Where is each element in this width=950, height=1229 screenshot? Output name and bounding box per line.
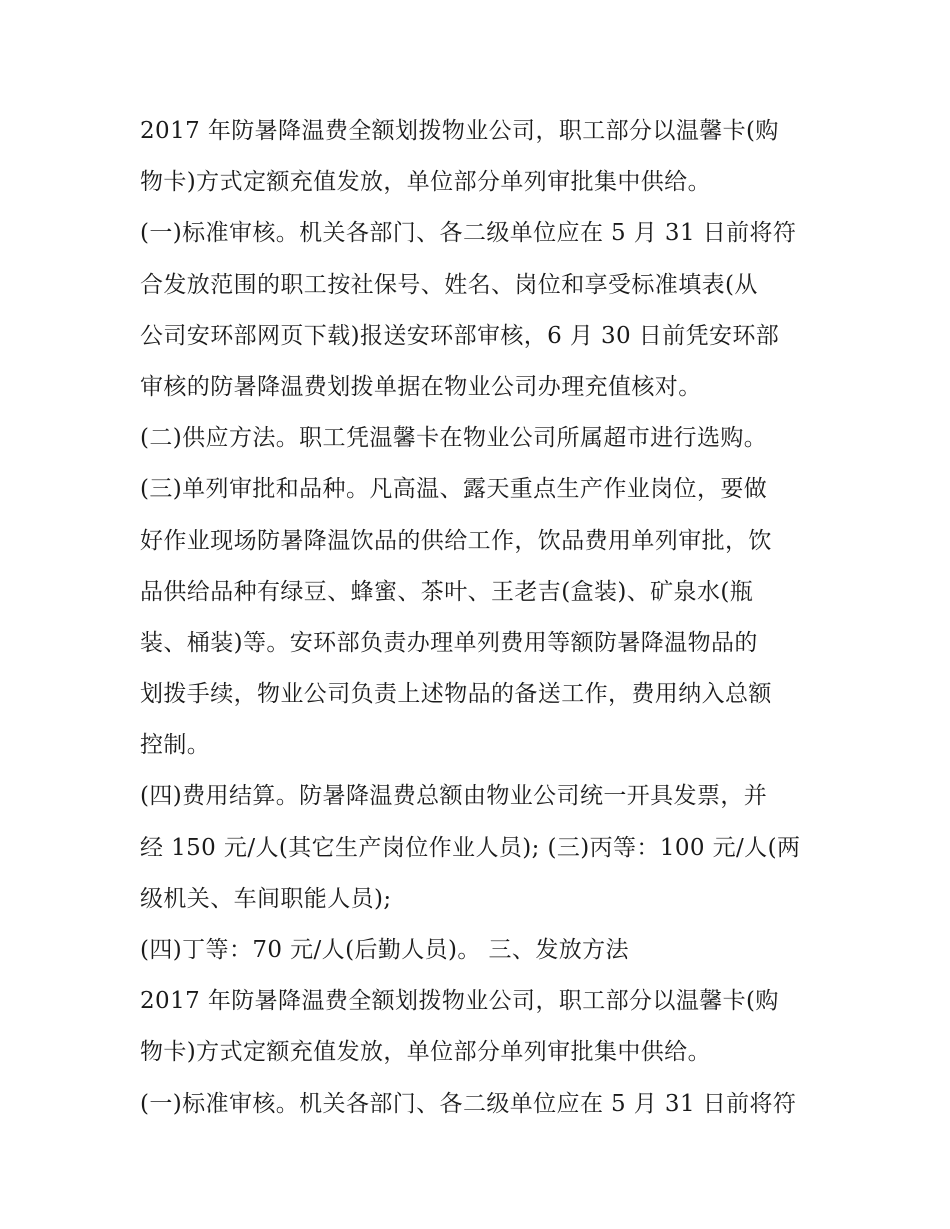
text-line: 经 150 元/人(其它生产岗位作业人员); (三)丙等：100 元/人(两	[140, 834, 801, 861]
text-line: (四)费用结算。防暑降温费总额由物业公司统一开具发票，并	[140, 783, 768, 810]
text-line: 合发放范围的职工按社保号、姓名、岗位和享受标准填表(从	[140, 271, 758, 298]
text-line: 2017 年防暑降温费全额划拨物业公司，职工部分以温馨卡(购	[140, 988, 779, 1015]
text-line: 品供给品种有绿豆、蜂蜜、茶叶、王老吉(盒装)、矿泉水(瓶	[140, 578, 754, 605]
text-line: 物卡)方式定额充值发放，单位部分单列审批集中供给。	[140, 1039, 711, 1066]
text-line: 审核的防暑降温费划拨单据在物业公司办理充值核对。	[140, 373, 702, 400]
text-line: 好作业现场防暑降温饮品的供给工作，饮品费用单列审批，饮	[140, 527, 772, 554]
text-line: (一)标准审核。机关各部门、各二级单位应在 5 月 31 日前将符	[140, 220, 797, 247]
document-body	[140, 106, 830, 1130]
text-line: 控制。	[140, 732, 211, 759]
text-line: 级机关、车间职能人员);	[140, 885, 392, 912]
text-line: (二)供应方法。职工凭温馨卡在物业公司所属超市进行选购。	[140, 425, 768, 452]
text-line: 装、桶装)等。安环部负责办理单列费用等额防暑降温物品的	[140, 629, 758, 656]
text-line: 物卡)方式定额充值发放，单位部分单列审批集中供给。	[140, 169, 711, 196]
text-line: (四)丁等：70 元/人(后勤人员)。 三、发放方法	[140, 937, 629, 963]
text-line: (一)标准审核。机关各部门、各二级单位应在 5 月 31 日前将符	[140, 1090, 797, 1117]
text-line: 2017 年防暑降温费全额划拨物业公司，职工部分以温馨卡(购	[140, 118, 779, 144]
text-line: 公司安环部网页下载)报送安环部审核，6 月 30 日前凭安环部	[140, 322, 780, 349]
text-line: (三)单列审批和品种。凡高温、露天重点生产作业岗位，要做	[140, 476, 768, 503]
text-line: 划拨手续，物业公司负责上述物品的备送工作，费用纳入总额	[140, 681, 772, 708]
